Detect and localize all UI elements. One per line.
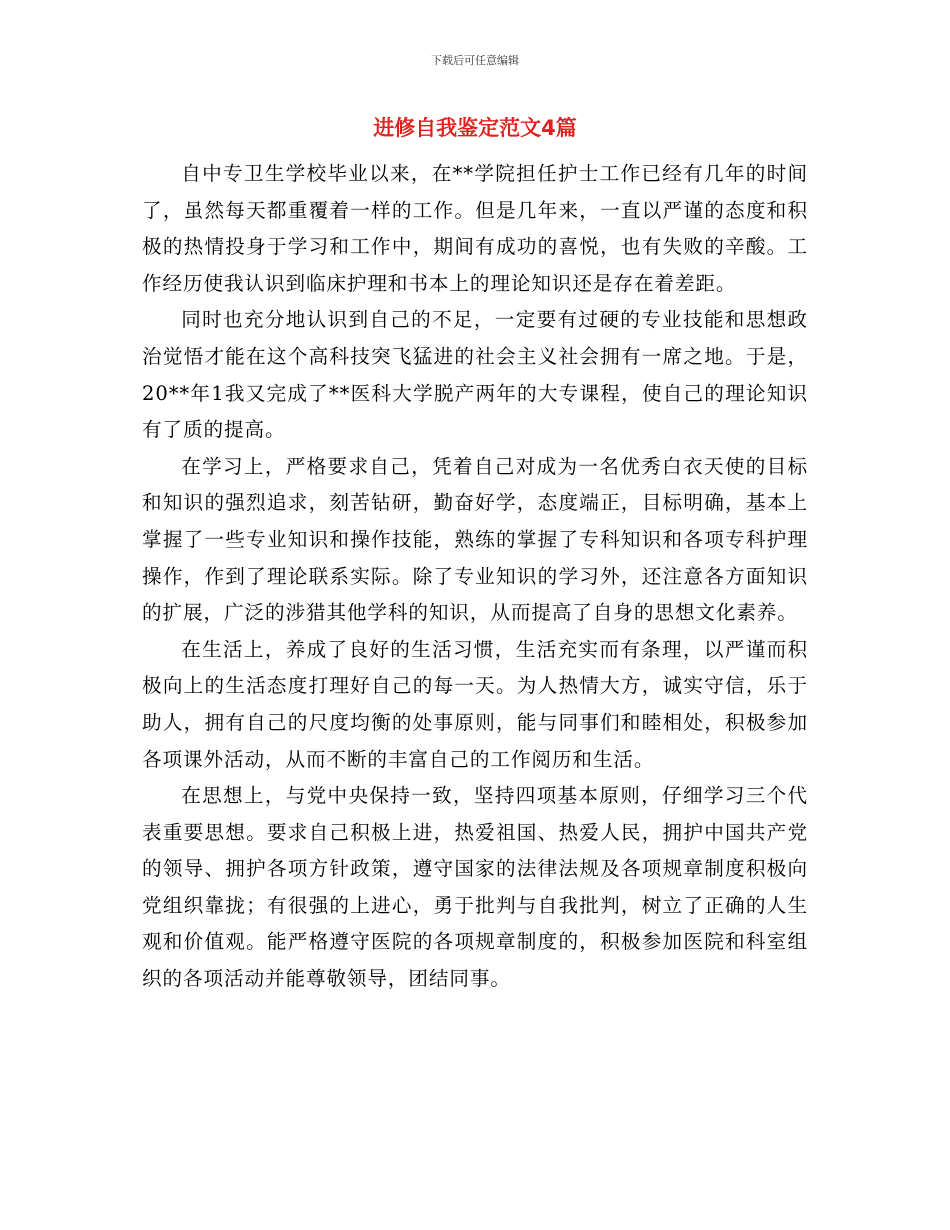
paragraph-1: 自中专卫生学校毕业以来，在**学院担任护士工作已经有几年的时间了，虽然每天都重覆着一样的工作。但是几年来，一直以严谨的态度和积极的热情投身于学习和工作中，期间有成功的喜悦，也有失败的辛酸。工作经历使我认识到临床护理和书本上的理论知识还是存在着差距。 xyxy=(142,162,808,295)
document-body xyxy=(142,156,808,998)
paragraph-4: 在生活上，养成了良好的生活习惯，生活充实而有条理，以严谨而积极向上的生活态度打理好自己的每一天。为人热情大方，诚实守信，乐于助人，拥有自己的尺度均衡的处事原则，能与同事们和睦相处，积极参加各项课外活动，从而不断的丰富自己的工作阅历和生活。 xyxy=(142,637,808,771)
paragraph-2: 同时也充分地认识到自己的不足，一定要有过硬的专业技能和思想政治觉悟才能在这个高科技突飞猛进的社会主义社会拥有一席之地。于是，20**年1我又完成了**医科大学脱产两年的大专课程，使自己的理论知识有了质的提高。 xyxy=(142,308,808,442)
document-title: 进修自我鉴定范文4篇 xyxy=(373,116,577,140)
paragraph-5: 在思想上，与党中央保持一致，坚持四项基本原则，仔细学习三个代表重要思想。要求自己积极上进，热爱祖国、热爱人民，拥护中国共产党的领导、拥护各项方针政策，遵守国家的法律法规及各项规章制度积极向党组织靠拢；有很强的上进心，勇于批判与自我批判，树立了正确的人生观和价值观。能严格遵守医院的各项规章制度的，积极参加医院和科室组织的各项活动并能尊敬领导，团结同事。 xyxy=(142,784,808,991)
paragraph-3: 在学习上，严格要求自己，凭着自己对成为一名优秀白衣天使的目标和知识的强烈追求，刻苦钻研，勤奋好学，态度端正，目标明确，基本上掌握了一些专业知识和操作技能，熟练的掌握了专科知识和各项专科护理操作，作到了理论联系实际。除了专业知识的学习外，还注意各方面知识的扩展，广泛的涉猎其他学科的知识，从而提高了自身的思想文化素养。 xyxy=(142,454,808,625)
header-note: 下载后可任意编辑 xyxy=(431,54,519,67)
